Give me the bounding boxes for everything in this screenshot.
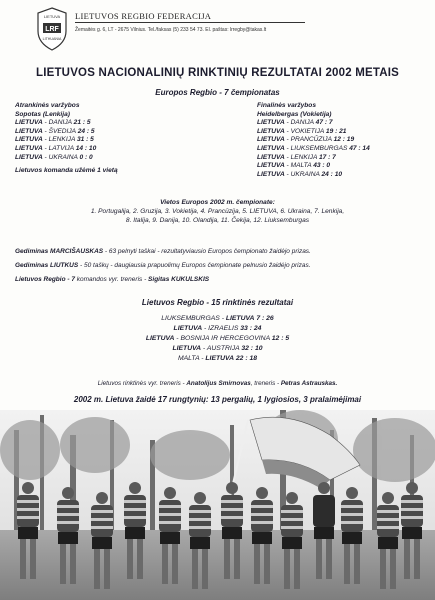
separator: - — [284, 170, 291, 178]
org-address: Žemaitės g. 6, LT - 2675 Vilnius. Tel./faksas (5) 233 54 73. El. paštas: lrregby@takas.lt — [75, 27, 267, 33]
result-row — [257, 145, 370, 154]
logo-monogram: LRF — [45, 26, 59, 33]
season-summary: 2002 m. Lietuva žaidė 17 rungtynių: 13 pergalių, 1 lygiosios, 3 pralaimėjimai — [73, 395, 362, 404]
team-home: MALTA — [177, 355, 200, 362]
stat-name: Gediminas LIUTKUS — [15, 262, 79, 269]
score: 7 : 26 — [256, 315, 274, 322]
score: 31 : 5 — [76, 136, 94, 144]
team-home: LIETUVA — [257, 162, 285, 170]
score: 19 : 21 — [325, 127, 347, 135]
finals-title: Finalinės varžybos — [257, 102, 316, 109]
qualifiers-note: Lietuvos komanda užėmė 1 vietą — [15, 167, 118, 175]
stat-marcisauskas — [15, 248, 311, 255]
separator: - — [284, 136, 291, 144]
team-away: VOKIETIJA — [290, 127, 325, 135]
score: 0 : 0 — [79, 153, 93, 161]
team-away: PRANCŪZIJA — [290, 136, 332, 144]
team-away: UKRAINA — [290, 170, 320, 178]
score: 47 : 14 — [349, 144, 370, 152]
result-row — [0, 344, 435, 354]
finals-section — [257, 102, 370, 179]
separator: - — [199, 355, 206, 362]
result-row — [257, 119, 370, 128]
separator: - — [284, 127, 291, 135]
team-away: LATVIJA — [48, 144, 74, 152]
trainer-name: Petras Astrauskas. — [280, 380, 338, 387]
score: 43 : 0 — [313, 162, 331, 170]
score: 24 : 10 — [321, 170, 343, 178]
finals-location: Heidelbergas (Vokietija) — [257, 110, 332, 118]
federation-logo — [36, 7, 68, 51]
team-home: LIETUVA — [172, 345, 202, 352]
logo-text-top: LIETUVA — [43, 14, 61, 19]
score: 32 : 10 — [241, 345, 263, 352]
team-photo — [0, 410, 435, 600]
separator: - — [219, 315, 226, 322]
score: 22 : 18 — [235, 355, 258, 362]
header-divider — [75, 22, 305, 23]
finals-results — [257, 119, 370, 179]
team-away: UKRAINA — [48, 153, 78, 161]
team-home: LIETUVA — [145, 335, 175, 342]
team-away: LENKIJA — [290, 153, 318, 161]
result-row — [15, 119, 118, 128]
team-home: LIETUVA — [15, 119, 43, 127]
result-row — [257, 162, 370, 171]
org-name: LIETUVOS REGBIO FEDERACIJA — [75, 11, 212, 21]
result-row — [257, 171, 370, 180]
result-row — [15, 145, 118, 154]
result-row — [15, 154, 118, 163]
separator: - — [284, 153, 291, 161]
separator: - — [284, 162, 291, 170]
logo-text-bottom: LITHUANIA — [42, 37, 62, 41]
score: 47 : 7 — [315, 119, 333, 127]
fifteens-coaches — [0, 380, 435, 387]
team-home: LIETUVA — [257, 127, 285, 135]
stat-text: komandos vyr. treneris - — [74, 276, 149, 283]
stat-coach-name: Sigitas KUKULSKIS — [148, 276, 210, 283]
team-away: BOSNIJA IR HERCEGOVINA — [180, 335, 270, 342]
separator: - — [42, 127, 49, 135]
standings-section — [0, 199, 435, 225]
result-row — [0, 324, 435, 334]
score: 14 : 10 — [75, 144, 97, 152]
fifteens-results — [0, 314, 435, 364]
coach-label: Lietuvos rinktinės vyr. treneris - — [97, 380, 187, 387]
standings-line-2: 8. Italija, 9. Danija, 10. Olandija, 11. Čekija, 12. Liuksemburgas — [125, 216, 310, 224]
qualifiers-section — [15, 102, 118, 176]
separator: - — [42, 119, 49, 127]
trainer-label: , treneris - — [250, 380, 281, 387]
team-away: ŠVEDIJA — [48, 127, 76, 135]
team-home: LIUKSEMBURGAS — [161, 315, 220, 322]
result-row — [0, 334, 435, 344]
score: 21 : 5 — [73, 119, 91, 127]
team-home: LIETUVA — [15, 144, 43, 152]
team-home: LIETUVA — [15, 153, 43, 161]
result-row — [0, 354, 435, 364]
team-away: AUSTRIJA — [206, 345, 240, 352]
stat-liutkus — [15, 262, 311, 269]
team-away: LIETUVA — [205, 355, 234, 362]
qualifiers-title: Atrankinės varžybos — [15, 102, 80, 109]
result-row — [0, 314, 435, 324]
result-row — [15, 136, 118, 145]
team-home: LIETUVA — [15, 127, 43, 135]
stat-text: - 50 taškų - daugiausia prapuolimų Europos čempionate pelnusio žaidėjo prizas. — [78, 262, 311, 269]
score: 17 : 7 — [318, 153, 336, 161]
team-home: LIETUVA — [257, 144, 285, 152]
euro-subtitle: Europos Regbio - 7 čempionatas — [155, 88, 280, 97]
separator: - — [284, 144, 291, 152]
team-home: LIETUVA — [257, 153, 285, 161]
fifteens-title: Lietuvos Regbio - 15 rinktinės rezultatai — [141, 298, 294, 307]
separator: - — [42, 153, 49, 161]
standings-title: Vietos Europos 2002 m. čempionate: — [160, 199, 275, 206]
team-home: LIETUVA — [173, 325, 203, 332]
stat-text: - 63 pelnyti taškai - rezultatyviausio Europos čempionato žaidėjo prizas. — [103, 248, 311, 255]
separator: - — [42, 136, 49, 144]
qualifiers-location: Sopotas (Lenkija) — [15, 110, 70, 118]
score: 12 : 19 — [333, 136, 355, 144]
score: 24 : 5 — [77, 127, 95, 135]
team-away: LIUKSEMBURGAS — [290, 144, 348, 152]
separator: - — [201, 345, 207, 352]
separator: - — [202, 325, 209, 332]
result-row — [257, 154, 370, 163]
team-home: LIETUVA — [257, 170, 285, 178]
team-away: LIETUVA — [225, 315, 255, 322]
stat-name: Lietuvos Regbio - 7 — [15, 276, 75, 283]
result-row — [15, 128, 118, 137]
stat-coach — [15, 276, 209, 283]
page-title: LIETUVOS NACIONALINIŲ RINKTINIŲ REZULTATAI 2002 METAIS — [35, 67, 400, 79]
result-row — [257, 136, 370, 145]
team-away: DANIJA — [290, 119, 314, 127]
separator: - — [174, 335, 181, 342]
team-home: LIETUVA — [257, 136, 285, 144]
standings-line-1: 1. Portugalija, 2. Gruzija, 3. Vokietija, 4. Prancūzija, 5. LIETUVA, 6. Ukraina, 7. Lenkija, — [90, 207, 345, 215]
stat-name: Gediminas MARCIŠAUSKAS — [15, 248, 104, 255]
team-away: LENKIJA — [48, 136, 76, 144]
score: 12 : 5 — [271, 335, 290, 342]
team-away: IZRAELIS — [208, 325, 239, 332]
qualifiers-results — [15, 119, 118, 162]
team-home: LIETUVA — [15, 136, 43, 144]
separator: - — [284, 119, 291, 127]
team-home: LIETUVA — [257, 119, 285, 127]
score: 33 : 24 — [240, 325, 262, 332]
coach-name: Anatolijus Smirnovas — [186, 380, 251, 387]
separator: - — [42, 144, 49, 152]
team-away: DANIJA — [48, 119, 72, 127]
team-away: MALTA — [290, 162, 312, 170]
